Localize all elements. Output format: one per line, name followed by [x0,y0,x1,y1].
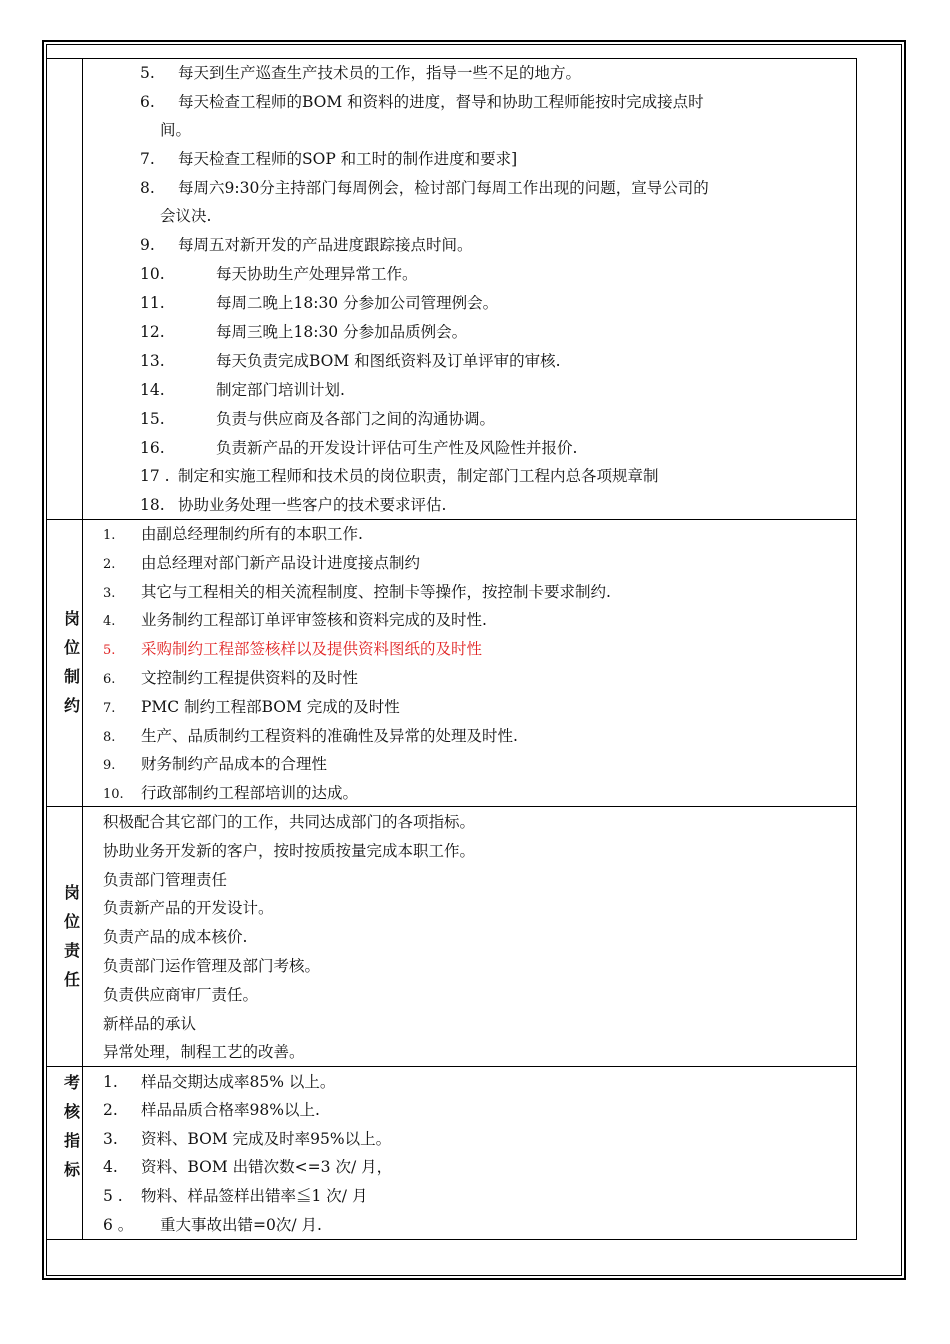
list-item: 负责产品的成本核价. [103,928,248,946]
list-item: 9. 每周五对新开发的产品进度跟踪接点时间。 [140,236,473,254]
list-item: 负责新产品的开发设计。 [103,899,274,917]
list-item: 6. 每天检查工程师的BOM 和资料的进度，督导和协助工程师能按时完成接点时 [140,93,704,111]
list-item: 8. 每周六9:30分主持部门每周例会，检讨部门每周工作出现的问题，宣导公司的 [140,179,709,197]
section-label-kpi: 考 核 指 标 [63,1073,80,1179]
section-label-responsibility: 岗 位 责 任 [63,883,80,989]
list-item: 新样品的承认 [103,1015,197,1033]
list-item: 4. 业务制约工程部订单评审签核和资料完成的及时性. [103,611,487,629]
list-item: 4. 资料、BOM 出错次数<=3 次/ 月， [103,1158,393,1176]
row-divider [46,519,857,520]
list-item: 2. 样品品质合格率98%以上. [103,1101,320,1119]
list-item: 12. 每周三晚上18:30 分参加品质例会。 [140,323,468,341]
section-label-constraints: 岗 位 制 约 [63,609,80,715]
list-item: 8. 生产、品质制约工程资料的准确性及异常的处理及时性. [103,727,518,745]
list-item: 6. 文控制约工程提供资料的及时性 [103,669,359,687]
list-item: 负责部门管理责任 [103,871,228,889]
list-item: 协助业务开发新的客户，按时按质按量完成本职工作。 [103,842,476,860]
list-item: 13. 每天负责完成BOM 和图纸资料及订单评审的审核. [140,352,561,370]
list-item: 1. 样品交期达成率85% 以上。 [103,1073,336,1091]
row-divider [46,806,857,807]
list-item: 17 . 制定和实施工程师和技术员的岗位职责，制定部门工程内总各项规章制 [140,467,659,485]
list-item: 负责供应商审厂责任。 [103,986,259,1004]
table-right-border [856,58,857,1239]
list-item-highlighted: 5. 采购制约工程部签核样以及提供资料图纸的及时性 [103,640,483,658]
list-item: 7. 每天检查工程师的SOP 和工时的制作进度和要求] [140,150,518,168]
list-item: 3. 资料、BOM 完成及时率95%以上。 [103,1130,392,1148]
table-top-border [46,58,857,59]
list-item: 3. 其它与工程相关的相关流程制度、控制卡等操作，按控制卡要求制约. [103,583,611,601]
list-item: 10. 每天协助生产处理异常工作。 [140,265,418,283]
row-divider [46,1066,857,1067]
list-item: 5 . 物料、样品签样出错率≦1 次/ 月 [103,1187,368,1205]
list-item: 18. 协助业务处理一些客户的技术要求评估. [140,496,447,514]
list-item-continuation: 间。 [160,121,192,139]
table-left-border [46,58,47,1239]
list-item: 异常处理，制程工艺的改善。 [103,1043,305,1061]
table-bottom-border [46,1239,857,1240]
list-item: 16. 负责新产品的开发设计评估可生产性及风险性并报价. [140,439,578,457]
list-item: 2. 由总经理对部门新产品设计进度接点制约 [103,554,421,572]
list-item: 11. 每周二晚上18:30 分参加公司管理例会。 [140,294,499,312]
list-item: 14. 制定部门培训计划. [140,381,345,399]
list-item: 负责部门运作管理及部门考核。 [103,957,321,975]
list-item: 9. 财务制约产品成本的合理性 [103,755,328,773]
list-item: 6 。 重大事故出错=0次/ 月. [103,1216,322,1234]
list-item: 10. 行政部制约工程部培训的达成。 [103,784,359,802]
list-item: 5. 每天到生产巡查生产技术员的工作，指导一些不足的地方。 [140,64,582,82]
list-item: 7. PMC 制约工程部BOM 完成的及时性 [103,698,400,716]
list-item-continuation: 会议决. [160,207,212,225]
list-item: 15. 负责与供应商及各部门之间的沟通协调。 [140,410,496,428]
list-item: 积极配合其它部门的工作，共同达成部门的各项指标。 [103,813,476,831]
list-item: 1. 由副总经理制约所有的本职工作. [103,525,363,543]
